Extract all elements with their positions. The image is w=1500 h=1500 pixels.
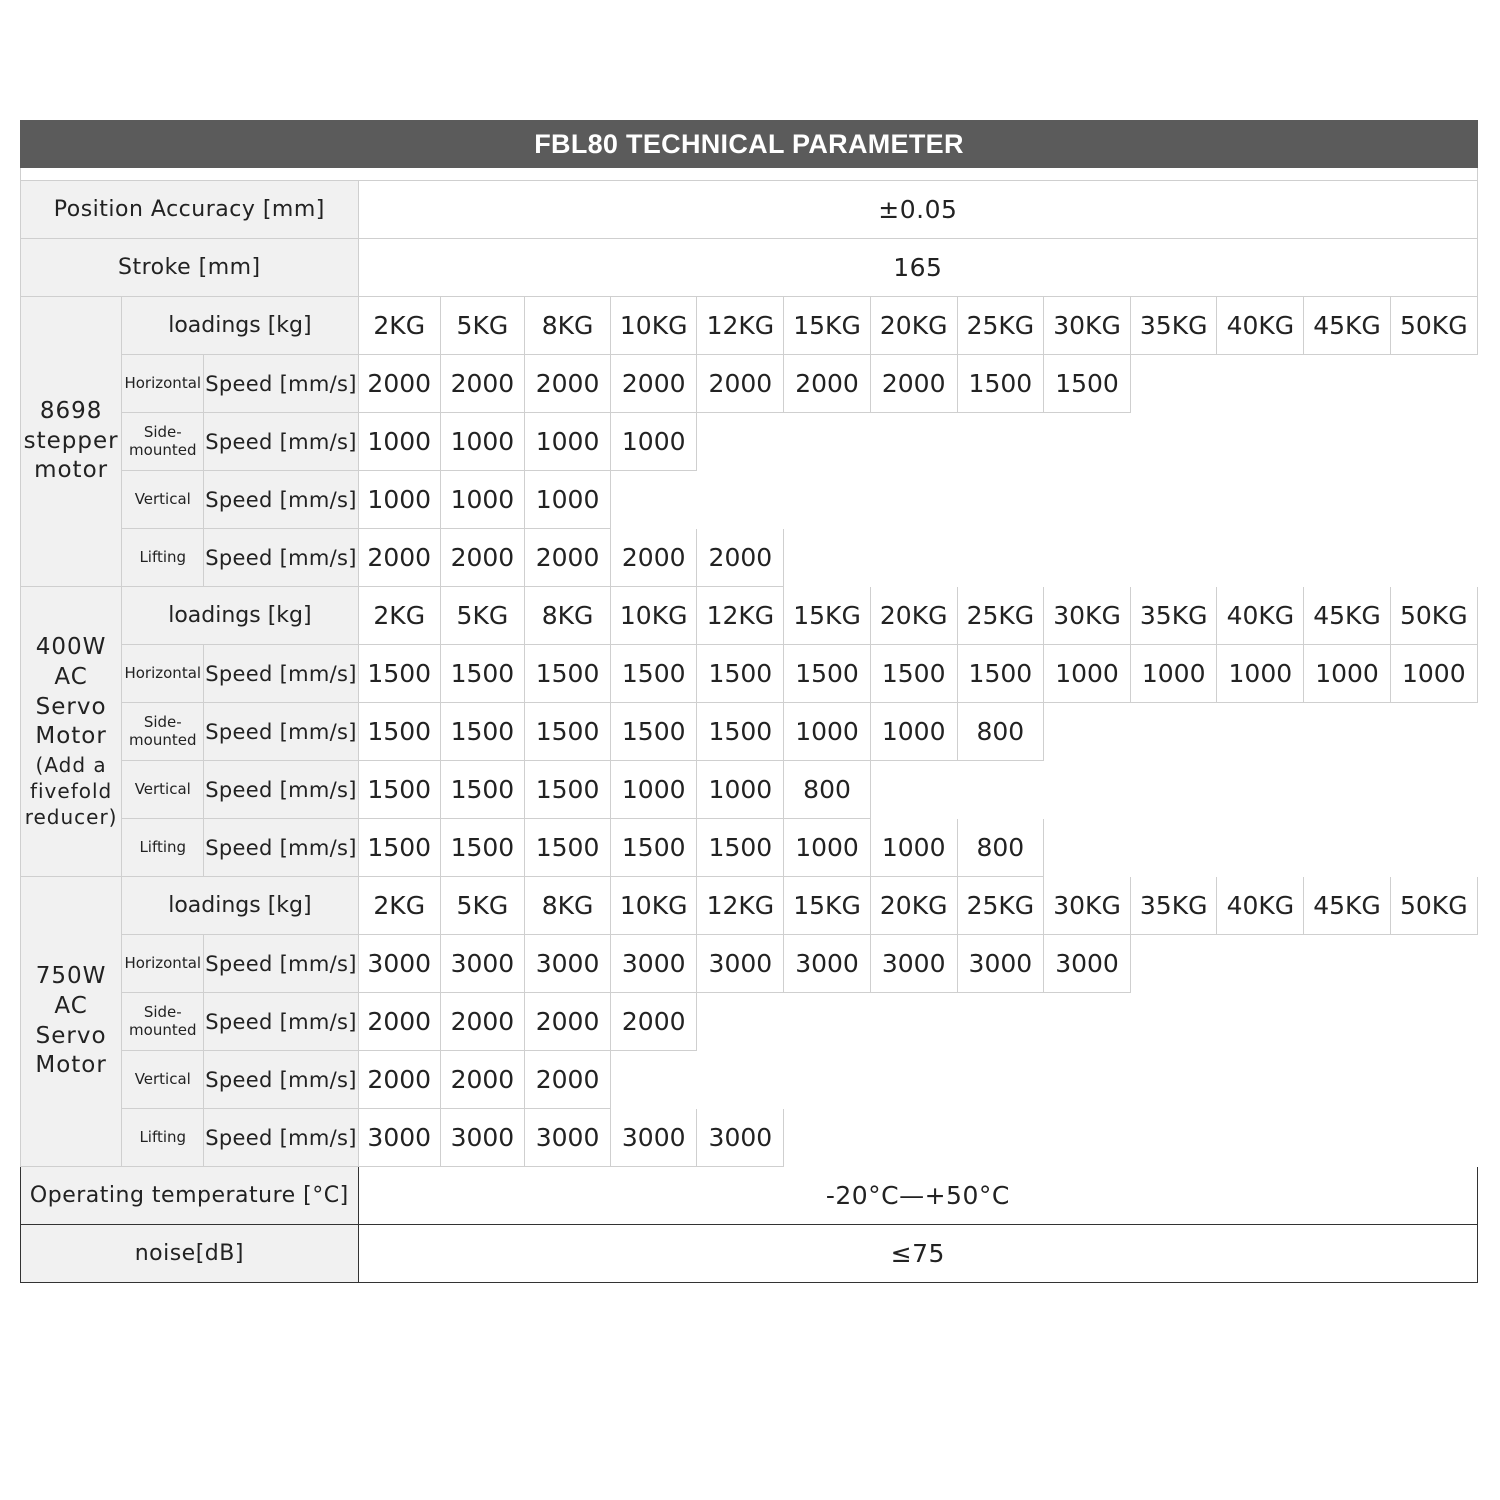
speed-cell: 2000 — [611, 993, 697, 1051]
speed-cell: 3000 — [611, 1109, 697, 1167]
speed-cell: 1500 — [870, 645, 957, 703]
speed-cell: 3000 — [524, 935, 610, 993]
speed-cell: 2000 — [870, 355, 957, 413]
speed-cell: 1000 — [440, 471, 524, 529]
orientation-line: Vertical — [134, 779, 191, 798]
speed-cell: 3000 — [524, 1109, 610, 1167]
loadings-row — [21, 587, 1478, 645]
speed-cell: 3000 — [697, 1109, 784, 1167]
speed-cell: 1000 — [1217, 645, 1304, 703]
orientation-label — [122, 529, 204, 587]
motor-group-label — [21, 297, 122, 587]
speed-cell: 1500 — [440, 819, 524, 877]
position-accuracy-label: Position Accuracy [mm] — [21, 181, 359, 239]
load-cell: 8KG — [524, 297, 610, 355]
speed-cell: 2000 — [440, 993, 524, 1051]
speed-cell: 2000 — [524, 529, 610, 587]
speed-cell: 1500 — [697, 703, 784, 761]
orientation-line: Horizontal — [124, 373, 202, 392]
empty-cell — [611, 1051, 1478, 1109]
load-cell: 50KG — [1390, 297, 1477, 355]
speed-cell: 2000 — [524, 355, 610, 413]
noise-label: noise[dB] — [21, 1225, 359, 1283]
orientation-label — [122, 645, 204, 703]
empty-cell — [870, 761, 1477, 819]
load-cell: 25KG — [957, 587, 1043, 645]
load-cell: 25KG — [957, 297, 1043, 355]
speed-cell: 1500 — [611, 819, 697, 877]
orientation-label — [122, 1109, 204, 1167]
speed-cell: 1500 — [524, 703, 610, 761]
motor-name-line: 400W — [35, 633, 107, 660]
orientation-label — [122, 703, 204, 761]
load-cell: 2KG — [358, 877, 440, 935]
empty-cell — [697, 993, 1478, 1051]
load-cell: 25KG — [957, 877, 1043, 935]
stroke-value: 165 — [358, 239, 1477, 297]
speed-cell: 1000 — [870, 819, 957, 877]
speed-cell: 1500 — [784, 645, 870, 703]
speed-row — [21, 761, 1478, 819]
load-cell: 5KG — [440, 877, 524, 935]
speed-cell: 1500 — [697, 819, 784, 877]
motor-name-line: Servo — [35, 693, 107, 720]
loadings-label: loadings [kg] — [122, 877, 358, 935]
motor-name-line: AC — [54, 992, 88, 1019]
orientation-line: Lifting — [139, 837, 187, 856]
load-cell: 30KG — [1043, 877, 1130, 935]
speed-label: Speed [mm/s] — [204, 355, 358, 413]
empty-cell — [1043, 819, 1477, 877]
speed-label: Speed [mm/s] — [204, 703, 358, 761]
speed-label: Speed [mm/s] — [204, 935, 358, 993]
speed-cell: 1000 — [358, 413, 440, 471]
empty-cell — [1043, 703, 1477, 761]
motor-note-line: reducer) — [24, 805, 118, 830]
speed-cell: 1000 — [697, 761, 784, 819]
orientation-label — [122, 935, 204, 993]
speed-cell: 2000 — [358, 529, 440, 587]
position-accuracy-value: ±0.05 — [358, 181, 1477, 239]
empty-cell — [1131, 935, 1478, 993]
loadings-row — [21, 877, 1478, 935]
speed-label: Speed [mm/s] — [204, 993, 358, 1051]
load-cell: 10KG — [611, 587, 697, 645]
speed-cell: 2000 — [524, 1051, 610, 1109]
spec-table-body — [21, 181, 1478, 1167]
orientation-line: Lifting — [139, 547, 187, 566]
orientation-line: mounted — [129, 730, 197, 749]
speed-cell: 1500 — [440, 761, 524, 819]
speed-cell: 1500 — [358, 761, 440, 819]
speed-row — [21, 413, 1478, 471]
speed-cell: 1000 — [784, 703, 870, 761]
load-cell: 20KG — [870, 587, 957, 645]
operating-temperature-row — [21, 1167, 1478, 1225]
speed-cell: 3000 — [957, 935, 1043, 993]
empty-cell — [1131, 355, 1478, 413]
speed-row — [21, 935, 1478, 993]
orientation-line: mounted — [129, 1020, 197, 1039]
speed-cell: 800 — [784, 761, 870, 819]
empty-cell — [697, 413, 1478, 471]
empty-cell — [784, 529, 1478, 587]
load-cell: 30KG — [1043, 297, 1130, 355]
speed-cell: 1500 — [1043, 355, 1130, 413]
orientation-label — [122, 355, 204, 413]
load-cell: 40KG — [1217, 877, 1304, 935]
speed-cell: 1500 — [440, 645, 524, 703]
speed-cell: 2000 — [440, 529, 524, 587]
load-cell: 50KG — [1390, 587, 1477, 645]
load-cell: 35KG — [1131, 587, 1217, 645]
speed-label: Speed [mm/s] — [204, 1051, 358, 1109]
speed-cell: 2000 — [440, 355, 524, 413]
load-cell: 8KG — [524, 587, 610, 645]
orientation-line: Side- — [143, 713, 182, 732]
speed-row — [21, 529, 1478, 587]
speed-cell: 800 — [957, 819, 1043, 877]
orientation-label — [122, 1051, 204, 1109]
speed-row — [21, 703, 1478, 761]
speed-cell: 1500 — [524, 645, 610, 703]
speed-cell: 1000 — [1131, 645, 1217, 703]
load-cell: 12KG — [697, 877, 784, 935]
loadings-label: loadings [kg] — [122, 297, 358, 355]
speed-row — [21, 993, 1478, 1051]
speed-cell: 1500 — [358, 703, 440, 761]
operating-temperature-label: Operating temperature [°C] — [21, 1167, 359, 1225]
speed-cell: 3000 — [697, 935, 784, 993]
load-cell: 2KG — [358, 587, 440, 645]
orientation-line: Vertical — [134, 489, 191, 508]
motor-name-line: motor — [34, 457, 109, 484]
empty-cell — [611, 471, 1478, 529]
speed-cell: 2000 — [697, 355, 784, 413]
speed-cell: 1500 — [440, 703, 524, 761]
speed-cell: 2000 — [611, 529, 697, 587]
spec-table-footer — [21, 1167, 1478, 1283]
load-cell: 15KG — [784, 297, 870, 355]
orientation-line: Horizontal — [124, 953, 202, 972]
speed-cell: 3000 — [870, 935, 957, 993]
speed-cell: 800 — [957, 703, 1043, 761]
speed-cell: 2000 — [524, 993, 610, 1051]
speed-cell: 1500 — [611, 645, 697, 703]
motor-group-label — [21, 587, 122, 877]
load-cell: 45KG — [1304, 587, 1390, 645]
speed-cell: 1000 — [611, 761, 697, 819]
motor-name-line: 8698 — [39, 397, 103, 424]
speed-cell: 1500 — [697, 645, 784, 703]
speed-row — [21, 819, 1478, 877]
speed-label: Speed [mm/s] — [204, 413, 358, 471]
speed-cell: 1000 — [1043, 645, 1130, 703]
speed-cell: 2000 — [358, 1051, 440, 1109]
speed-label: Speed [mm/s] — [204, 761, 358, 819]
speed-cell: 2000 — [440, 1051, 524, 1109]
speed-cell: 1000 — [784, 819, 870, 877]
motor-name-line: Motor — [35, 723, 107, 750]
load-cell: 2KG — [358, 297, 440, 355]
orientation-line: Vertical — [134, 1069, 191, 1088]
speed-cell: 3000 — [358, 935, 440, 993]
speed-cell: 3000 — [784, 935, 870, 993]
loadings-row — [21, 297, 1478, 355]
orientation-line: Side- — [143, 423, 182, 442]
load-cell: 10KG — [611, 877, 697, 935]
empty-cell — [784, 1109, 1478, 1167]
stroke-label: Stroke [mm] — [21, 239, 359, 297]
speed-cell: 3000 — [440, 935, 524, 993]
speed-cell: 1000 — [440, 413, 524, 471]
orientation-label — [122, 413, 204, 471]
load-cell: 45KG — [1304, 297, 1390, 355]
stroke-row — [21, 239, 1478, 297]
speed-row — [21, 1109, 1478, 1167]
load-cell: 20KG — [870, 297, 957, 355]
position-accuracy-row — [21, 181, 1478, 239]
speed-label: Speed [mm/s] — [204, 1109, 358, 1167]
speed-cell: 1000 — [1304, 645, 1390, 703]
speed-cell: 3000 — [358, 1109, 440, 1167]
speed-cell: 2000 — [611, 355, 697, 413]
load-cell: 20KG — [870, 877, 957, 935]
orientation-label — [122, 819, 204, 877]
load-cell: 10KG — [611, 297, 697, 355]
load-cell: 15KG — [784, 877, 870, 935]
speed-cell: 1500 — [358, 819, 440, 877]
speed-cell: 1000 — [870, 703, 957, 761]
speed-label: Speed [mm/s] — [204, 471, 358, 529]
motor-name-line: Motor — [35, 1052, 107, 1079]
speed-label: Speed [mm/s] — [204, 645, 358, 703]
speed-cell: 3000 — [1043, 935, 1130, 993]
speed-cell: 1000 — [611, 413, 697, 471]
speed-cell: 1000 — [358, 471, 440, 529]
title-spacer — [20, 168, 1478, 180]
noise-row — [21, 1225, 1478, 1283]
orientation-label — [122, 993, 204, 1051]
motor-name-line: AC — [54, 663, 88, 690]
speed-cell: 1000 — [1390, 645, 1477, 703]
speed-cell: 1000 — [524, 471, 610, 529]
speed-cell: 1500 — [524, 761, 610, 819]
speed-cell: 1000 — [524, 413, 610, 471]
speed-row — [21, 1051, 1478, 1109]
load-cell: 5KG — [440, 297, 524, 355]
orientation-label — [122, 761, 204, 819]
motor-name-line: Servo — [35, 1022, 107, 1049]
speed-cell: 1500 — [524, 819, 610, 877]
operating-temperature-value: -20°C—+50°C — [358, 1167, 1477, 1225]
orientation-line: mounted — [129, 440, 197, 459]
speed-cell: 1500 — [957, 645, 1043, 703]
orientation-line: Lifting — [139, 1127, 187, 1146]
motor-note-line: (Add a — [35, 753, 107, 778]
speed-cell: 2000 — [358, 355, 440, 413]
loadings-label: loadings [kg] — [122, 587, 358, 645]
speed-cell: 3000 — [440, 1109, 524, 1167]
load-cell: 5KG — [440, 587, 524, 645]
speed-label: Speed [mm/s] — [204, 819, 358, 877]
speed-row — [21, 645, 1478, 703]
orientation-label — [122, 471, 204, 529]
speed-cell: 3000 — [611, 935, 697, 993]
load-cell: 40KG — [1217, 297, 1304, 355]
speed-cell: 2000 — [697, 529, 784, 587]
orientation-line: Side- — [143, 1003, 182, 1022]
page-title: FBL80 TECHNICAL PARAMETER — [20, 120, 1478, 168]
load-cell: 12KG — [697, 587, 784, 645]
speed-cell: 1500 — [957, 355, 1043, 413]
speed-cell: 2000 — [784, 355, 870, 413]
speed-label: Speed [mm/s] — [204, 529, 358, 587]
load-cell: 45KG — [1304, 877, 1390, 935]
spec-table — [20, 180, 1478, 1283]
speed-row — [21, 355, 1478, 413]
orientation-line: Horizontal — [124, 663, 202, 682]
load-cell: 35KG — [1131, 877, 1217, 935]
spec-sheet — [20, 120, 1478, 1283]
speed-cell: 1500 — [358, 645, 440, 703]
load-cell: 8KG — [524, 877, 610, 935]
speed-cell: 1500 — [611, 703, 697, 761]
motor-note-line: fivefold — [29, 779, 113, 804]
load-cell: 15KG — [784, 587, 870, 645]
speed-cell: 2000 — [358, 993, 440, 1051]
load-cell: 40KG — [1217, 587, 1304, 645]
load-cell: 30KG — [1043, 587, 1130, 645]
speed-row — [21, 471, 1478, 529]
motor-name-line: 750W — [35, 962, 107, 989]
load-cell: 35KG — [1131, 297, 1217, 355]
load-cell: 12KG — [697, 297, 784, 355]
load-cell: 50KG — [1390, 877, 1477, 935]
noise-value: ≤75 — [358, 1225, 1477, 1283]
motor-name-line: stepper — [23, 427, 119, 454]
motor-group-label — [21, 877, 122, 1167]
